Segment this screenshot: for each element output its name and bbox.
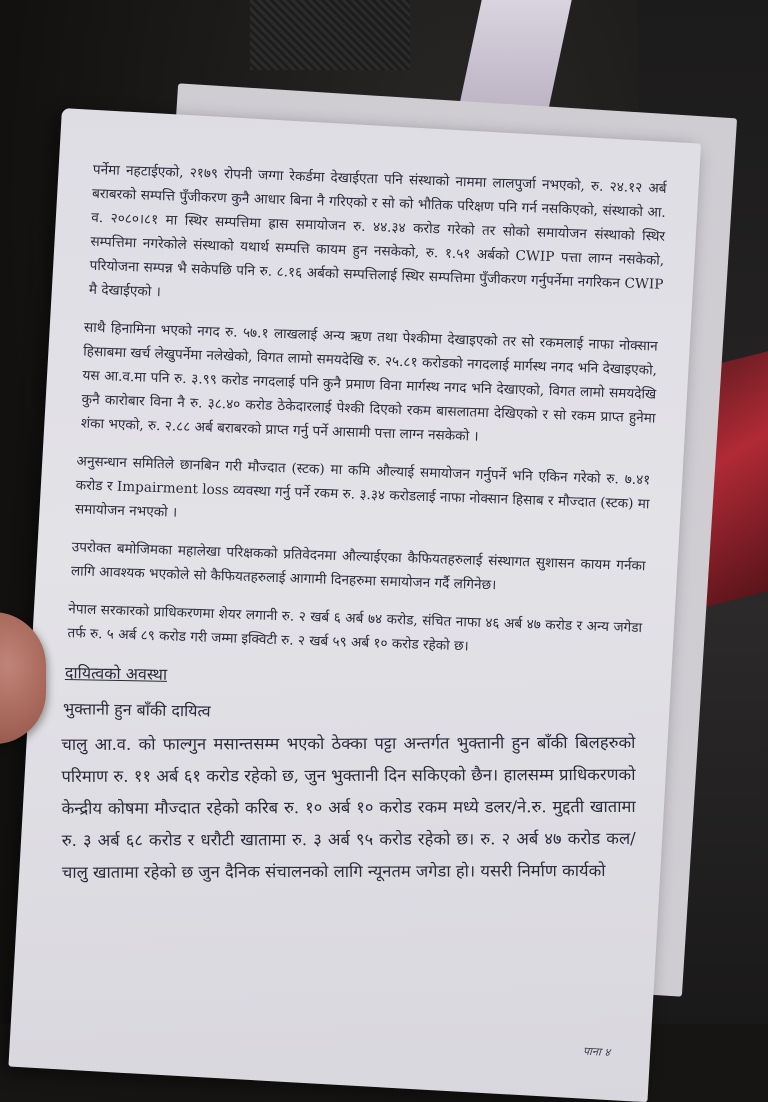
page-number: पाना ४ — [582, 1044, 611, 1060]
paragraph-3: अनुसन्धान समितिले छानबिन गरी मौज्दात (स्टक) मा कमि औल्याई समायोजन गर्नुपर्ने भनि एकिन गरेको रु. ७.४१ करोड र Impairment loss व्यवस्था गर्नु पर्ने रकम रु. ३.३४ करोडलाई नाफा नोक्सान हिसाब र मौज्दात (स्टक) मा समायोजन नभएको । — [74, 453, 651, 521]
background-light-fabric — [458, 0, 571, 110]
paragraph-2: साथै हिनामिना भएको नगद रु. ५७.१ लाखलाई अन्य ऋण तथा पेश्कीमा देखाइएको तर सो रकमलाई नाफा नोक्सान हिसाबमा खर्च लेखुपर्नेमा नलेखेको, विगत लामो समयदेखि रु. २५.८१ करोडको नगदलाई मार्गस्थ नगद भनि देखाइएको, यस आ.व.मा पनि रु. ३.९९ करोड नगदलाई पनि कुनै प्रमाण विना मार्गस्थ नगद भनि देखाएको, विगत लामो समयदेखि कुनै कारोबार विना नै रु. ३८.४० करोड ठेकेदारलाई पेश्की दिएको रकम बासलातमा देखिएको र सो रकम प्राप्त हुनेमा शंका भएको, रु. २.८८ अर्ब बराबरको प्राप्त गर्नु पर्ने आसामी पत्ता लाग्न नसकेको । — [80, 319, 658, 445]
paragraph-6: चालु आ.व. को फाल्गुन मसान्तसम्म भएको ठेक्का पट्टा अन्तर्गत भुक्तानी हुन बाँकी बिलहरुको परिमाण रु. ११ अर्ब ६१ करोड रहेको छ, जुन भुक्तानी दिन सकिएको छैन। हालसम्म प्राधिकरणको केन्द्रीय कोषमा मौज्दात रहेको करिब रु. १० अर्ब १० करोड रकम मध्ये डलर/ने.रु. मुद्दती खातामा रु. ३ अर्ब ६८ करोड र धरौटी खातामा रु. ३ अर्ब ९५ करोड रहेको छ। रु. २ अर्ब ४७ करोड कल/चालु खातामा रहेको छ जुन दैनिक संचालनको लागि न्यूनतम जगेडा हो। यसरी निर्माण कार्यको — [61, 732, 636, 882]
paragraph-1: पर्नेमा नहटाईएको, २१७९ रोपनी जग्गा रेकर्डमा देखाईएता पनि संस्थाको नाममा लालपुर्जा नभएको, रु. २४.१२ अर्ब बराबरको सम्पत्ति पुँजीकरण कुनै आधार बिना नै गरिएको र सो को भौतिक परिक्षण पनि गर्न नसकिएको, संस्थाको आ. व. २०८०।८१ मा स्थिर सम्पत्तिमा ह्रास समायोजन रु. ४४.३४ करोड गरेको तर सोको समायोजन संस्थाको स्थिर सम्पत्तिमा नगरेकोले संस्थाको यथार्थ सम्पत्ति कायम हुन नसकेको, रु. १.५१ अर्बको CWIP पत्ता लाग्न नसकेको, परियोजना सम्पन्न भै सकेपछि पनि रु. ८.१६ अर्बको सम्पत्तिलाई स्थिर सम्पत्तिमा पुँजीकरण गर्नुपर्नेमा नगरिकन CWIP मै देखाईएको । — [88, 161, 667, 301]
paragraph-5: नेपाल सरकारको प्राधिकरणमा शेयर लगानी रु. २ खर्ब ६ अर्ब ७४ करोड, संचित नाफा ४६ अर्ब ४७ करोड र अन्य जगेडा तर्फ रु. ५ अर्ब ८९ करोड गरी जम्मा इक्विटी रु. २ खर्ब ५९ अर्ब १० करोड रहेको छ। — [67, 601, 643, 655]
background-dark-fabric — [250, 0, 410, 70]
section-heading — [65, 659, 639, 697]
subsection-heading: भुक्तानी हुन बाँकी दायित्व — [62, 698, 211, 721]
section-heading-text: दायित्वको अवस्था — [64, 663, 168, 684]
document-page — [8, 108, 701, 1102]
document-content — [52, 158, 667, 935]
paragraph-4: उपरोक्त बमोजिमका महालेखा परिक्षकको प्रतिवेदनमा औल्याईएका कैफियतहरुलाई संस्थागत सुशासन कायम गर्नका लागि आवश्यक भएकोले सो कैफियतहरुलाई आगामी दिनहरुमा समायोजन गर्दै लगिनेछ। — [70, 539, 646, 594]
